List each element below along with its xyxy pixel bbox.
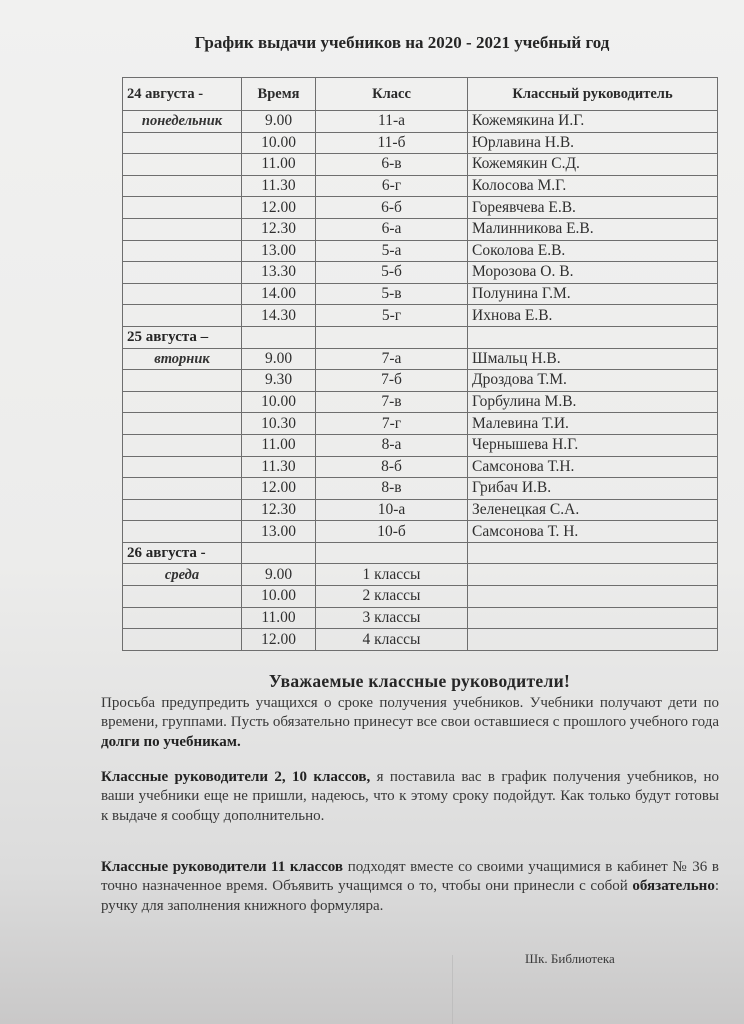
day-cell xyxy=(123,283,242,305)
class-cell: 8-а xyxy=(316,434,468,456)
table-row xyxy=(123,197,718,219)
class-cell: 7-г xyxy=(316,413,468,435)
weekday-label: понедельник xyxy=(123,111,242,133)
table-row xyxy=(123,326,718,348)
teacher-cell xyxy=(468,542,718,564)
class-cell: 7-а xyxy=(316,348,468,370)
day-cell xyxy=(123,629,242,651)
signature: Шк. Библиотека xyxy=(525,951,615,966)
table-row xyxy=(123,262,718,284)
teacher-cell: Самсонова Т.Н. xyxy=(468,456,718,478)
day-cell xyxy=(123,456,242,478)
teacher-cell: Горбулина М.В. xyxy=(468,391,718,413)
teacher-cell: Юрлавина Н.В. xyxy=(468,132,718,154)
time-cell: 13.30 xyxy=(242,262,316,284)
time-cell: 10.00 xyxy=(242,391,316,413)
time-cell: 12.00 xyxy=(242,629,316,651)
table-header-row xyxy=(123,78,718,111)
class-cell: 6-а xyxy=(316,218,468,240)
class-cell: 5-г xyxy=(316,305,468,327)
class-cell: 6-б xyxy=(316,197,468,219)
time-cell: 12.30 xyxy=(242,499,316,521)
day-cell xyxy=(123,154,242,176)
teacher-cell: Морозова О. В. xyxy=(468,262,718,284)
teacher-cell xyxy=(468,586,718,608)
day-cell xyxy=(123,370,242,392)
day-cell xyxy=(123,521,242,543)
table-row xyxy=(123,542,718,564)
class-cell: 5-в xyxy=(316,283,468,305)
table-row xyxy=(123,564,718,586)
teacher-cell: Дроздова Т.М. xyxy=(468,370,718,392)
weekday-label: вторник xyxy=(123,348,242,370)
class-cell: 8-б xyxy=(316,456,468,478)
table-row xyxy=(123,521,718,543)
class-cell: 1 классы xyxy=(316,564,468,586)
paper-fold-line xyxy=(452,955,453,1024)
p3-text-1: подходят вместе со своими учащимися в кабинет № 36 в точно назначенное время. Объявить учащимся о то, чтобы они принесли с собой xyxy=(101,859,719,895)
table-row xyxy=(123,348,718,370)
class-cell: 7-в xyxy=(316,391,468,413)
class-cell: 2 классы xyxy=(316,586,468,608)
day-cell xyxy=(123,218,242,240)
teacher-cell: Полунина Г.М. xyxy=(468,283,718,305)
teacher-cell: Шмальц Н.В. xyxy=(468,348,718,370)
class-cell: 5-б xyxy=(316,262,468,284)
day-cell xyxy=(123,499,242,521)
teacher-cell: Грибач И.В. xyxy=(468,478,718,500)
teacher-cell: Кожемякин С.Д. xyxy=(468,154,718,176)
time-cell: 10.30 xyxy=(242,413,316,435)
teacher-cell: Самсонова Т. Н. xyxy=(468,521,718,543)
table-row xyxy=(123,391,718,413)
table-row xyxy=(123,413,718,435)
table-row xyxy=(123,607,718,629)
class-cell: 6-в xyxy=(316,154,468,176)
time-cell: 9.00 xyxy=(242,564,316,586)
time-cell: 12.30 xyxy=(242,218,316,240)
notice-paragraph-3 xyxy=(101,858,719,916)
teacher-cell: Ихнова Е.В. xyxy=(468,305,718,327)
teacher-cell xyxy=(468,607,718,629)
table-row xyxy=(123,132,718,154)
day-cell xyxy=(123,586,242,608)
p2-text: я поставила вас в график получения учебников, но ваши учебники еще не пришли, надеюсь, что к этому сроку подойдут. Как только будут готовы к выдаче я сообщу дополнительно. xyxy=(101,769,719,824)
teacher-cell: Малинникова Е.В. xyxy=(468,218,718,240)
day-cell xyxy=(123,197,242,219)
teacher-cell: Малевина Т.И. xyxy=(468,413,718,435)
header-teacher: Классный руководитель xyxy=(468,78,718,111)
table-row xyxy=(123,434,718,456)
table-row xyxy=(123,240,718,262)
table-row xyxy=(123,478,718,500)
day-label: 26 августа - xyxy=(123,542,242,564)
teacher-cell: Кожемякина И.Г. xyxy=(468,111,718,133)
schedule-table xyxy=(122,77,718,651)
table-row xyxy=(123,629,718,651)
table-row xyxy=(123,154,718,176)
class-cell: 3 классы xyxy=(316,607,468,629)
time-cell: 10.00 xyxy=(242,586,316,608)
day-cell xyxy=(123,240,242,262)
schedule-body xyxy=(123,111,718,651)
teacher-cell: Соколова Е.В. xyxy=(468,240,718,262)
day-cell xyxy=(123,305,242,327)
teacher-cell: Чернышева Н.Г. xyxy=(468,434,718,456)
teacher-cell xyxy=(468,629,718,651)
teacher-cell xyxy=(468,326,718,348)
time-cell: 14.00 xyxy=(242,283,316,305)
day-cell xyxy=(123,478,242,500)
table-row xyxy=(123,218,718,240)
notice-heading: Уважаемые классные руководители! xyxy=(268,671,571,691)
time-cell: 9.00 xyxy=(242,111,316,133)
p3-bold-1: Классные руководители 11 классов xyxy=(101,859,344,875)
time-cell: 14.30 xyxy=(242,305,316,327)
table-row xyxy=(123,456,718,478)
teacher-cell: Гореявчева Е.В. xyxy=(468,197,718,219)
time-cell: 11.00 xyxy=(242,434,316,456)
class-cell: 7-б xyxy=(316,370,468,392)
p1-text: Просьба предупредить учащихся о сроке получения учебников. Учебники получают дети по времени, группами. Пусть обязательно принесут все свои оставшиеся с прошлого учебного года xyxy=(101,695,719,731)
class-cell: 4 классы xyxy=(316,629,468,651)
class-cell: 11-б xyxy=(316,132,468,154)
time-cell: 13.00 xyxy=(242,240,316,262)
time-cell: 11.30 xyxy=(242,175,316,197)
time-cell: 12.00 xyxy=(242,197,316,219)
table-row xyxy=(123,586,718,608)
teacher-cell: Колосова М.Г. xyxy=(468,175,718,197)
p1-bold: долги по учебникам. xyxy=(101,733,241,750)
header-class: Класс xyxy=(316,78,468,111)
table-row xyxy=(123,111,718,133)
day-cell xyxy=(123,132,242,154)
header-time: Время xyxy=(242,78,316,111)
day-cell xyxy=(123,175,242,197)
table-row xyxy=(123,175,718,197)
table-row xyxy=(123,283,718,305)
class-cell: 10-б xyxy=(316,521,468,543)
time-cell: 11.30 xyxy=(242,456,316,478)
header-day: 24 августа - xyxy=(123,78,242,111)
time-cell: 11.00 xyxy=(242,607,316,629)
class-cell xyxy=(316,326,468,348)
document-title: График выдачи учебников на 2020 - 2021 учебный год xyxy=(194,33,610,52)
day-cell xyxy=(123,607,242,629)
table-row xyxy=(123,499,718,521)
time-cell: 13.00 xyxy=(242,521,316,543)
p3-text-2: : ручку для заполнения книжного формуляра. xyxy=(101,878,719,914)
weekday-label: среда xyxy=(123,564,242,586)
class-cell xyxy=(316,542,468,564)
class-cell: 6-г xyxy=(316,175,468,197)
day-label: 25 августа – xyxy=(123,326,242,348)
time-cell xyxy=(242,542,316,564)
class-cell: 11-а xyxy=(316,111,468,133)
p2-bold: Классные руководители 2, 10 классов, xyxy=(101,769,371,785)
time-cell: 12.00 xyxy=(242,478,316,500)
p3-bold-2: обязательно xyxy=(632,878,715,895)
day-cell xyxy=(123,434,242,456)
notice-paragraph-1 xyxy=(101,694,719,752)
day-cell xyxy=(123,391,242,413)
table-row xyxy=(123,370,718,392)
teacher-cell: Зеленецкая С.А. xyxy=(468,499,718,521)
day-cell xyxy=(123,262,242,284)
time-cell xyxy=(242,326,316,348)
time-cell: 9.00 xyxy=(242,348,316,370)
time-cell: 11.00 xyxy=(242,154,316,176)
time-cell: 9.30 xyxy=(242,370,316,392)
table-row xyxy=(123,305,718,327)
class-cell: 8-в xyxy=(316,478,468,500)
class-cell: 10-а xyxy=(316,499,468,521)
day-cell xyxy=(123,413,242,435)
teacher-cell xyxy=(468,564,718,586)
notice-paragraph-2 xyxy=(101,768,719,826)
time-cell: 10.00 xyxy=(242,132,316,154)
class-cell: 5-а xyxy=(316,240,468,262)
